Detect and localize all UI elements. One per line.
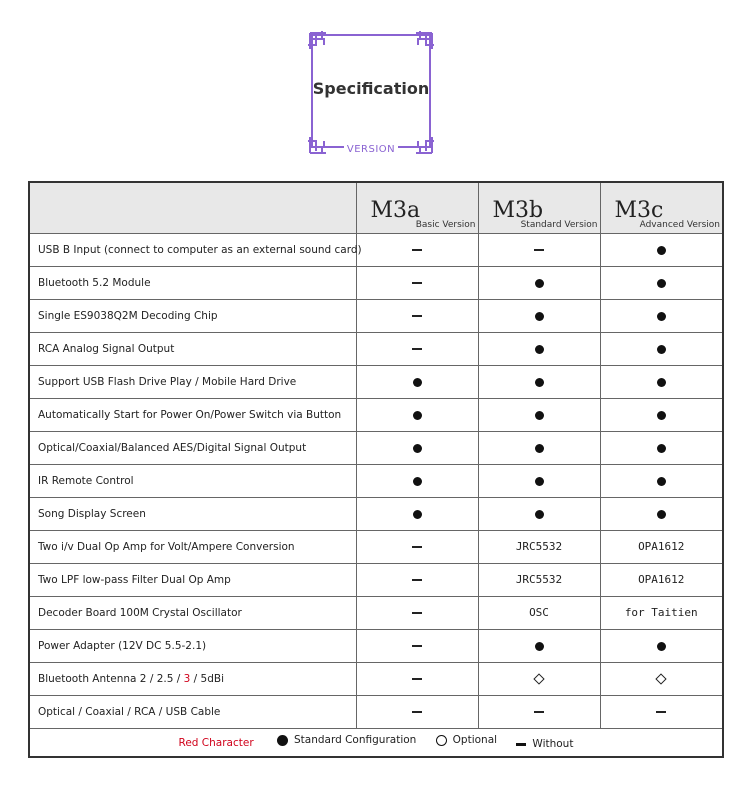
value-cell [356, 299, 478, 332]
table-row [29, 530, 723, 563]
value-cell [356, 332, 478, 365]
value-cell [600, 464, 723, 497]
filled-circle-icon [535, 378, 544, 387]
value-cell [600, 695, 723, 728]
spec-table [28, 181, 724, 758]
table-row [29, 299, 723, 332]
version-label: Standard Version [520, 219, 598, 230]
value-cell [478, 299, 600, 332]
value-cell [600, 398, 723, 431]
filled-circle-icon [413, 477, 422, 486]
filled-circle-icon [535, 345, 544, 354]
specification-badge [308, 31, 434, 154]
filled-circle-icon [535, 477, 544, 486]
filled-circle-icon [535, 411, 544, 420]
value-cell [356, 596, 478, 629]
model-name: M3b [492, 198, 544, 223]
filled-circle-icon [413, 444, 422, 453]
table-row [29, 497, 723, 530]
value-cell [356, 266, 478, 299]
filled-circle-icon [413, 510, 422, 519]
table-row [29, 365, 723, 398]
dash-icon [412, 249, 422, 251]
value-cell [600, 365, 723, 398]
header-row [29, 182, 723, 233]
diamond-icon [533, 673, 544, 684]
filled-circle-icon [535, 642, 544, 651]
value-text: OPA1612 [638, 573, 685, 586]
dash-icon [412, 711, 422, 713]
filled-circle-icon [657, 279, 666, 288]
dash-icon [534, 711, 544, 713]
feature-text: Bluetooth Antenna 2 / 2.5 / [38, 672, 184, 685]
without-label: Without [532, 738, 574, 751]
value-cell [478, 365, 600, 398]
value-cell [356, 530, 478, 563]
dash-icon [412, 282, 422, 284]
filled-circle-icon [413, 378, 422, 387]
value-cell [600, 629, 723, 662]
model-name: M3a [370, 198, 421, 223]
value-cell [478, 629, 600, 662]
filled-circle-icon [657, 510, 666, 519]
badge-title: Specification [312, 79, 430, 98]
diamond-icon [656, 673, 667, 684]
dash-icon [534, 249, 544, 251]
value-text: JRC5532 [515, 573, 563, 586]
table-row [29, 662, 723, 695]
model-name: M3c [614, 198, 664, 223]
dash-icon [412, 348, 422, 350]
filled-circle-icon [657, 345, 666, 354]
value-cell [600, 431, 723, 464]
table-row [29, 398, 723, 431]
dash-icon [656, 711, 666, 713]
value-cell [356, 629, 478, 662]
value-cell [600, 530, 723, 563]
optional-label: Optional [452, 734, 498, 747]
feature-text: / 5dBi [190, 672, 224, 685]
value-cell [478, 662, 600, 695]
filled-circle-icon [413, 411, 422, 420]
value-cell [478, 464, 600, 497]
value-text: JRC5532 [515, 540, 563, 553]
feature-cell: USB B Input (connect to computer as an external sound card) [29, 233, 356, 266]
value-cell [356, 233, 478, 266]
table-row [29, 563, 723, 596]
value-cell [478, 695, 600, 728]
spec-body [29, 233, 723, 728]
column-header-m3a [356, 182, 478, 233]
value-cell [356, 365, 478, 398]
filled-circle-icon [657, 246, 666, 255]
filled-circle-icon [277, 735, 288, 746]
value-cell [356, 497, 478, 530]
value-cell [478, 563, 600, 596]
value-text: OPA1612 [638, 540, 685, 553]
table-row [29, 332, 723, 365]
filled-circle-icon [657, 642, 666, 651]
value-cell [478, 431, 600, 464]
value-cell [600, 563, 723, 596]
value-text: for Taitien [624, 606, 698, 619]
table-row [29, 266, 723, 299]
value-cell [478, 266, 600, 299]
value-cell [356, 563, 478, 596]
value-text: OSC [529, 606, 549, 619]
filled-circle-icon [535, 510, 544, 519]
value-cell [600, 497, 723, 530]
filled-circle-icon [535, 444, 544, 453]
value-cell [356, 464, 478, 497]
table-row [29, 695, 723, 728]
filled-circle-icon [657, 312, 666, 321]
feature-header [29, 182, 356, 233]
value-cell [600, 662, 723, 695]
value-cell [478, 497, 600, 530]
standard-label: Standard Configuration [294, 734, 417, 747]
dash-icon [412, 612, 422, 614]
red-character-label: Red Character [178, 736, 254, 749]
feature-cell: RCA Analog Signal Output [29, 332, 356, 365]
legend-red-character [179, 737, 258, 749]
dash-icon [412, 546, 422, 548]
feature-cell: Automatically Start for Power On/Power Switch via Button [29, 398, 356, 431]
legend [29, 728, 723, 757]
feature-cell: Optical/Coaxial/Balanced AES/Digital Signal Output [29, 431, 356, 464]
filled-circle-icon [657, 444, 666, 453]
dash-icon [412, 678, 422, 680]
column-header-m3b [478, 182, 600, 233]
value-cell [478, 596, 600, 629]
feature-cell: Optical / Coaxial / RCA / USB Cable [29, 695, 356, 728]
value-cell [356, 662, 478, 695]
feature-cell: Decoder Board 100M Crystal Oscillator [29, 596, 356, 629]
feature-cell: Support USB Flash Drive Play / Mobile Hard Drive [29, 365, 356, 398]
value-cell [356, 695, 478, 728]
filled-circle-icon [657, 477, 666, 486]
table-row [29, 596, 723, 629]
value-cell [600, 266, 723, 299]
feature-cell: Two i/v Dual Op Amp for Volt/Ampere Conversion [29, 530, 356, 563]
feature-cell: IR Remote Control [29, 464, 356, 497]
dash-icon [516, 743, 526, 746]
feature-cell: Two LPF low-pass Filter Dual Op Amp [29, 563, 356, 596]
value-cell [356, 398, 478, 431]
feature-cell [29, 662, 356, 695]
dash-icon [412, 315, 422, 317]
open-circle-icon [436, 735, 447, 746]
legend-standard [277, 734, 416, 746]
value-cell [600, 332, 723, 365]
value-cell [478, 233, 600, 266]
column-header-m3c [600, 182, 723, 233]
badge-subtitle: VERSION [346, 144, 396, 155]
feature-cell: Single ES9038Q2M Decoding Chip [29, 299, 356, 332]
highlighted-text: 3 [183, 672, 191, 685]
version-label: Basic Version [415, 219, 476, 230]
value-cell [600, 233, 723, 266]
feature-cell: Song Display Screen [29, 497, 356, 530]
value-cell [478, 530, 600, 563]
value-cell [356, 431, 478, 464]
value-cell [478, 398, 600, 431]
value-cell [600, 299, 723, 332]
legend-without [516, 738, 573, 750]
feature-cell: Bluetooth 5.2 Module [29, 266, 356, 299]
table-row [29, 629, 723, 662]
table-row [29, 464, 723, 497]
legend-optional [436, 734, 497, 746]
value-cell [478, 332, 600, 365]
table-row [29, 431, 723, 464]
version-label: Advanced Version [639, 219, 720, 230]
legend-row [29, 728, 723, 757]
filled-circle-icon [535, 312, 544, 321]
table-row [29, 233, 723, 266]
filled-circle-icon [535, 279, 544, 288]
dash-icon [412, 645, 422, 647]
filled-circle-icon [657, 411, 666, 420]
dash-icon [412, 579, 422, 581]
feature-cell: Power Adapter (12V DC 5.5-2.1) [29, 629, 356, 662]
filled-circle-icon [657, 378, 666, 387]
value-cell [600, 596, 723, 629]
